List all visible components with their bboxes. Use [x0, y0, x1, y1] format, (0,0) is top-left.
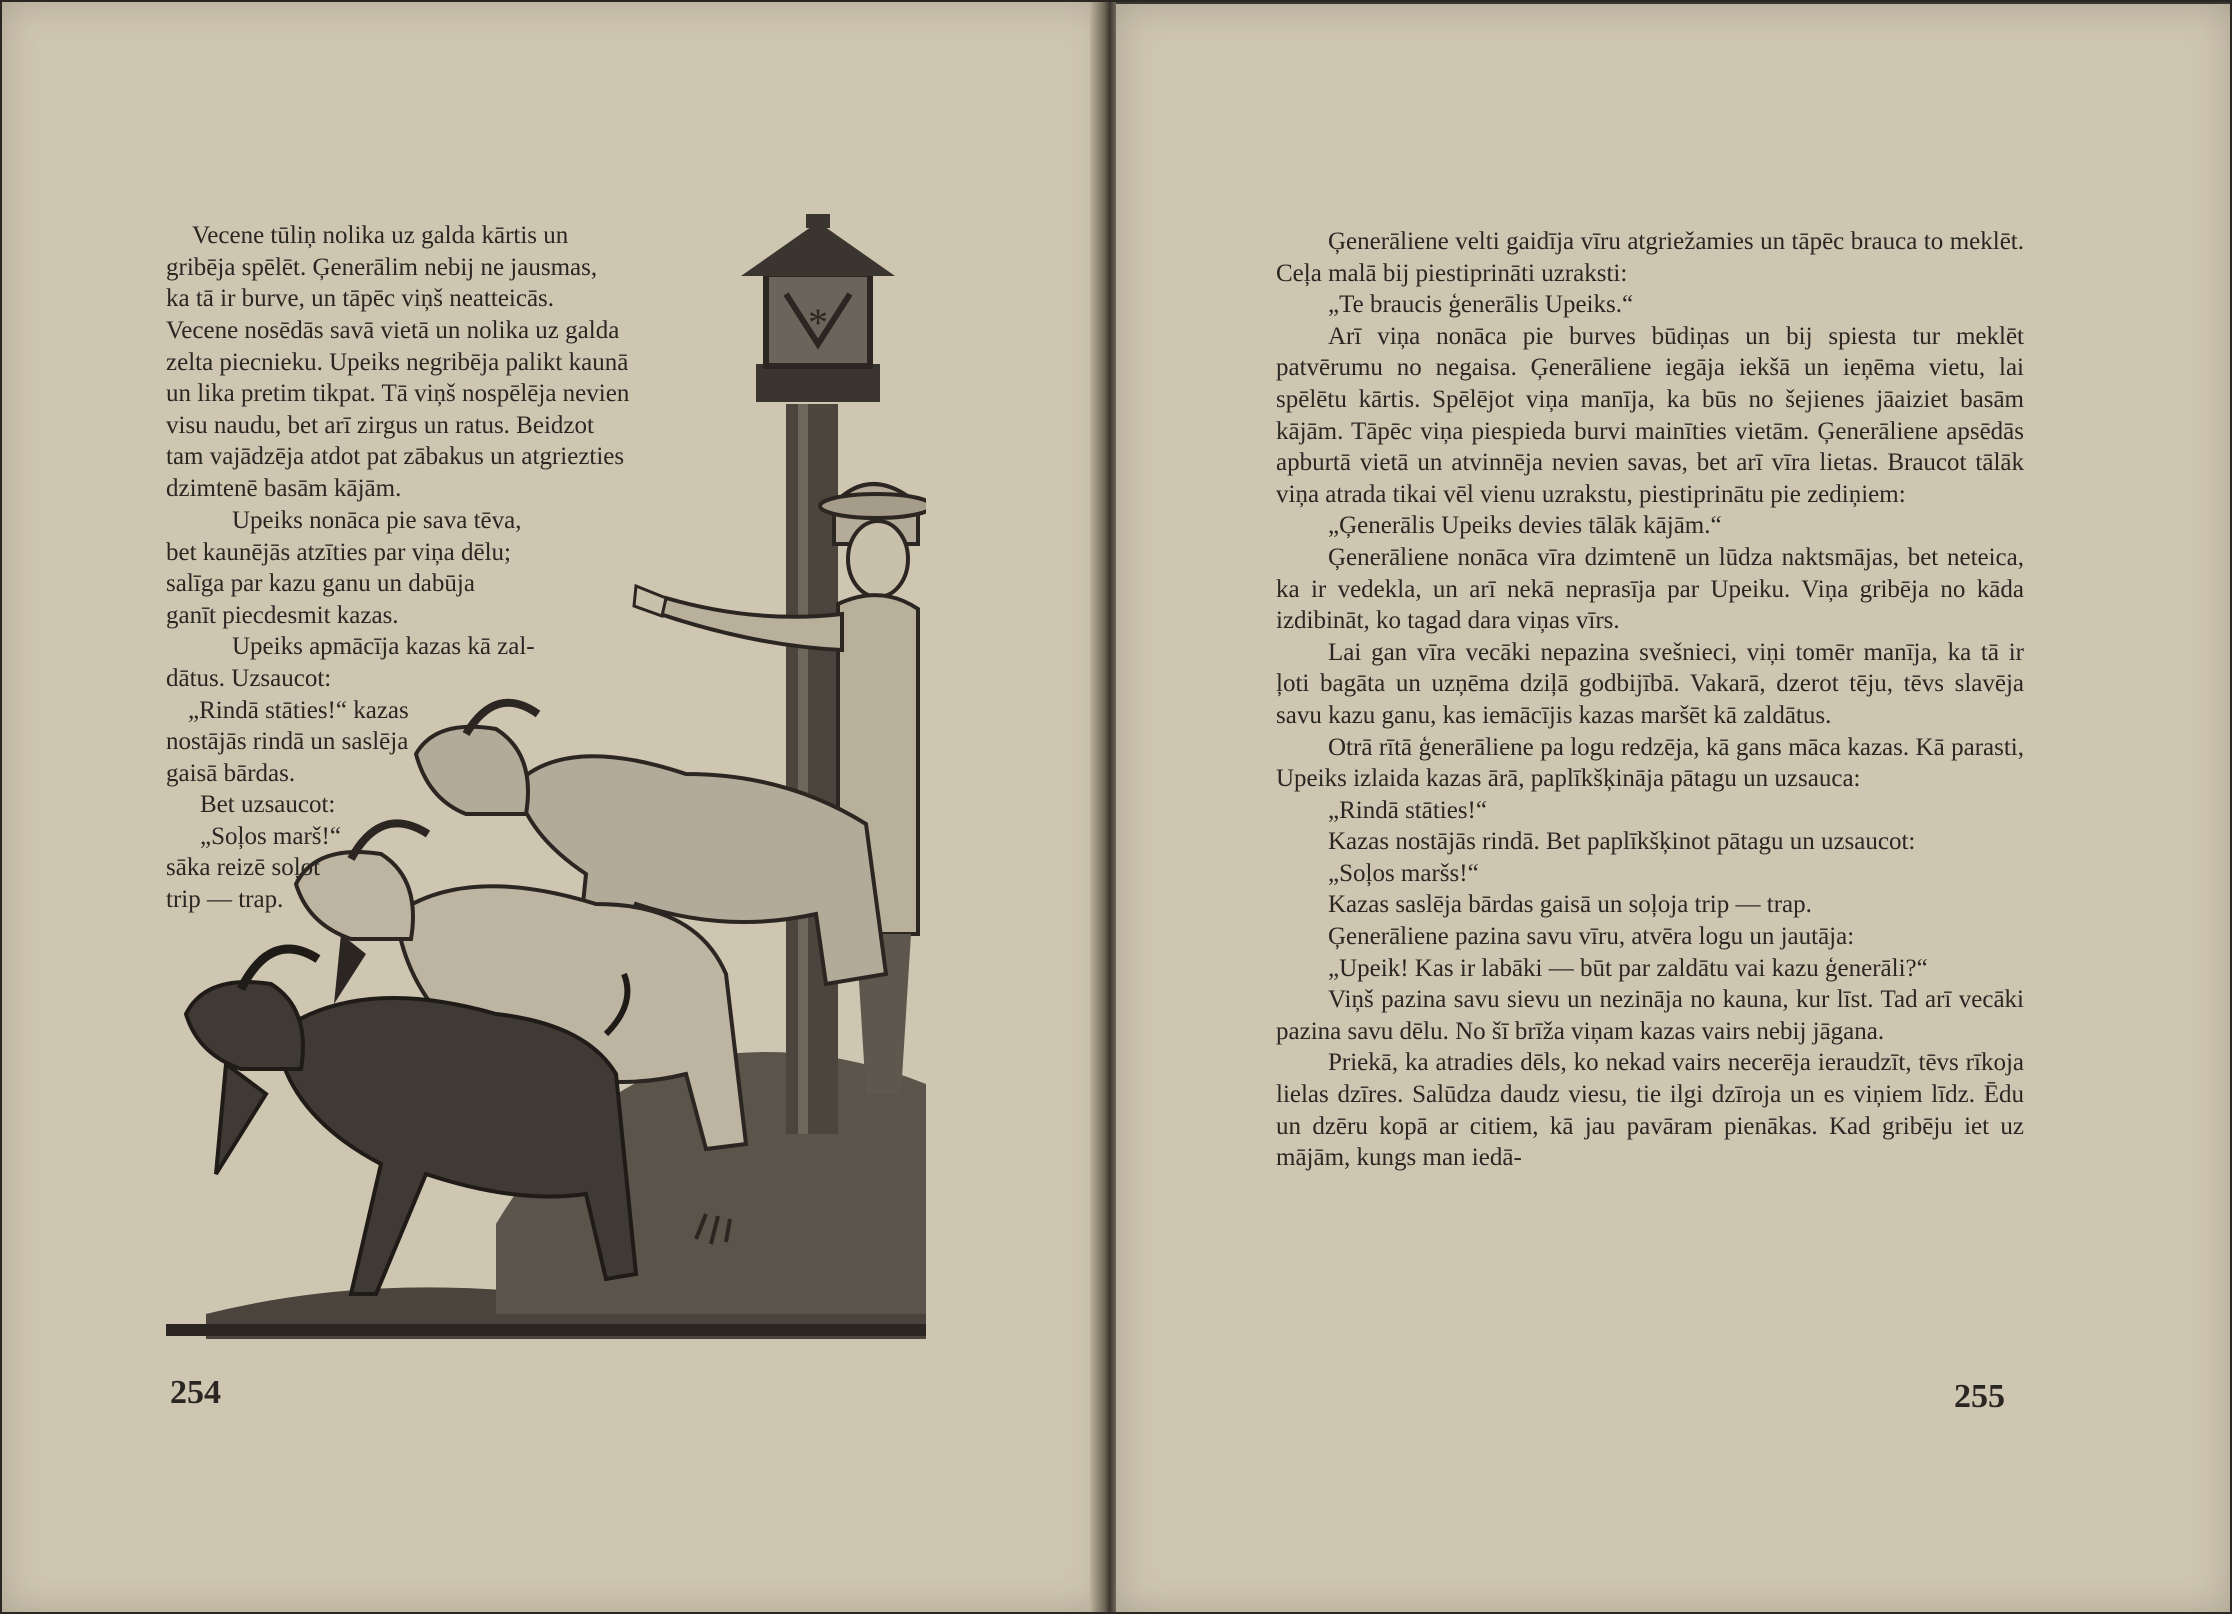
- paragraph: Priekā, ka atradies dēls, ko nekad vairs necerēja ieraudzīt, tēvs rīkoja lielas dzīres. Salūdza daudz viesu, tie ilgi dzīroja un es viņiem līdz. Ēdu un dzēru kopā ar citiem, kā jau pavāram pienākas. Kad gribēju iet uz mājām, kungs man iedā-: [1276, 1049, 2024, 1172]
- paragraph: Arī viņa nonāca pie burves būdiņas un bij spiesta tur meklēt patvērumu no negaisa. Ģenerāliene iegāja iekšā un ieņēma vietu, lai spēlētu kārtis. Spēlējot viņa manīja, ka būs no šejienes jāaiziet basām kājām. Tāpēc viņa piespieda burvi mainīties vietām. Ģenerāliene apsēdās apburtā vietā un atvinnēja nevien savas, bet arī vīra lietas. Braucot tālāk viņa atrada tikai vēl vienu uzrakstu, piestiprinātu pie zediņiem:: [1276, 322, 2024, 508]
- paragraph: „Soļos maršs!“: [1328, 859, 1479, 887]
- paragraph: „Rindā stāties!“: [1328, 796, 1487, 824]
- text-line: trip — trap.: [166, 886, 284, 913]
- paragraph: „Te braucis ģenerālis Upeiks.“: [1328, 291, 1634, 319]
- text-line: ganīt piecdesmit kazas.: [166, 602, 399, 629]
- text-line: Upeiks apmācīja kazas kā zal-: [232, 633, 535, 660]
- svg-text:*: *: [808, 300, 828, 345]
- text-line: gaisā bārdas.: [166, 760, 296, 787]
- right-text: [1276, 226, 2024, 1174]
- text-line: „Rindā stāties!“ kazas: [188, 697, 409, 724]
- paragraph: Kazas nostājās rindā. Bet paplīkšķinot pātagu un uzsaucot:: [1328, 828, 1916, 856]
- text-line: Upeiks nonāca pie sava tēva,: [232, 507, 522, 534]
- text-line: dātus. Uzsaucot:: [166, 665, 332, 692]
- text-line: Vecene nosēdās savā vietā un nolika uz galda: [166, 317, 620, 344]
- paragraph: Ģenerāliene velti gaidīja vīru atgriežamies un tāpēc brauca to meklēt. Ceļa malā bij piestiprināti uzraksti:: [1276, 228, 2024, 287]
- text-line: dzimtenē basām kājām.: [166, 475, 402, 502]
- text-line: „Soļos marš!“: [200, 823, 341, 850]
- text-line: tam vajādzēja atdot pat zābakus un atgriezties: [166, 443, 625, 470]
- text-line: gribēja spēlēt. Ģenerālim nebij ne jausmas,: [166, 254, 598, 281]
- left-page: [0, 0, 1108, 1614]
- page-number-right: 255: [1954, 1378, 2005, 1415]
- text-line: nostājās rindā un saslēja: [166, 728, 409, 755]
- text-line: bet kaunējās atzīties par viņa dēlu;: [166, 539, 512, 566]
- paragraph: „Upeik! Kas ir labāki — būt par zaldātu vai kazu ģenerāli?“: [1328, 954, 1928, 982]
- paragraph: Viņš pazina savu sievu un nezināja no kauna, kur līst. Tad arī vecāki pazina savu dēlu. No šī brīža viņam kazas vairs nebij jāgana.: [1276, 986, 2024, 1045]
- text-line: zelta piecnieku. Upeiks negribēja palikt kaunā: [166, 349, 629, 376]
- paragraph: Lai gan vīra vecāki nepazina svešnieci, viņi tomēr manīja, ka tā ir ļoti bagāta un uzņēma dziļā godbijībā. Vakarā, dzerot tēju, tēvs slavēja savu kazu ganu, kas iemācījis kazas maršēt kā zaldātus.: [1276, 638, 2024, 729]
- text-line: salīga par kazu ganu un dabūja: [166, 570, 475, 597]
- paragraph: Ģenerāliene nonāca vīra dzimtenē un lūdza naktsmājas, bet neteica, ka ir vedekla, un arī nekā neprasīja par Upeiku. Viņa gribēja no kāda izdibināt, ko tagad dara viņas vīrs.: [1276, 543, 2024, 635]
- text-line: ka tā ir burve, un tāpēc viņš neatteicās.: [166, 285, 555, 312]
- text-line: Bet uzsaucot:: [200, 791, 336, 818]
- paragraph: Ģenerāliene pazina savu vīru, atvēra logu un jautāja:: [1328, 923, 1855, 951]
- text-line: un lika pretim tikpat. Tā viņš nospēlēja nevien: [166, 380, 630, 407]
- paragraph: „Ģenerālis Upeiks devies tālāk kājām.“: [1328, 512, 1722, 540]
- text-line: Vecene tūliņ nolika uz galda kārtis un: [192, 222, 569, 249]
- paragraph: Kazas saslēja bārdas gaisā un soļoja trip — trap.: [1328, 891, 1812, 919]
- page-number-left: 254: [170, 1374, 221, 1411]
- text-line: visu naudu, bet arī zirgus un ratus. Beidzot: [166, 412, 594, 439]
- text-line: sāka reizē soļot: [166, 854, 321, 881]
- paragraph: Otrā rītā ģenerāliene pa logu redzēja, kā gans māca kazas. Kā parasti, Upeiks izlaida kazas ārā, paplīkšķināja pātagu un uzsauca:: [1276, 733, 2024, 793]
